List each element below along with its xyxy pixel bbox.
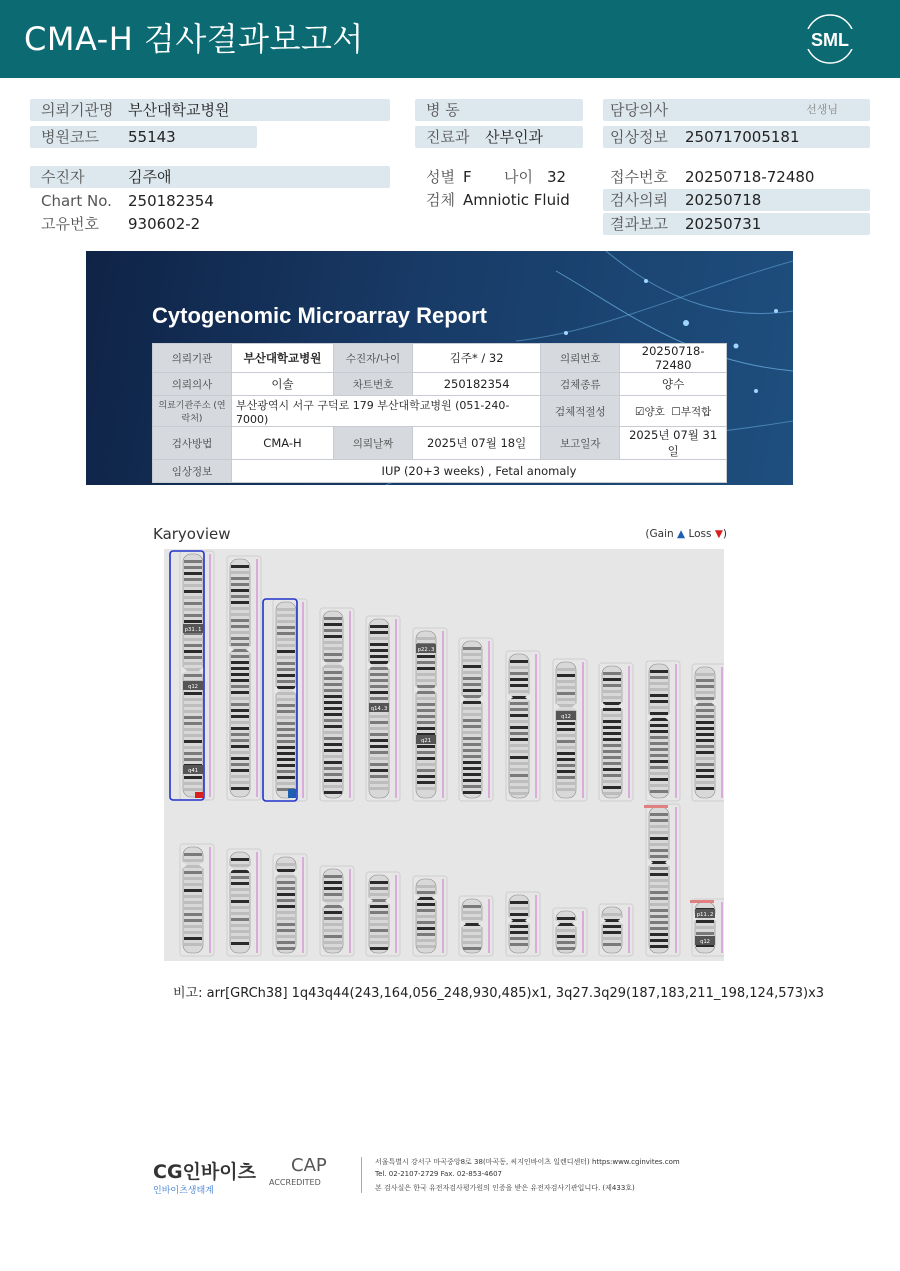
- chromosome-chr10: [599, 663, 633, 801]
- karyogram: [164, 549, 724, 961]
- table-row: 의료기관주소 (연락처) 부산광역시 서구 구덕로 179 부산대학교병원 (051-240-7000) 검체적절성 ☑양호 ☐부적합: [153, 396, 727, 427]
- chromosome-chr19: [459, 896, 493, 956]
- band-label: p31.1: [184, 627, 202, 633]
- sex-value: F: [463, 168, 472, 186]
- result-date: 20250731: [685, 215, 762, 233]
- chromosome-chr14: [227, 849, 261, 956]
- footer-tel: Tel. 02-2107-2729 Fax. 02-853-4607: [375, 1170, 503, 1178]
- band-label: q14.3: [370, 706, 388, 712]
- table-row: 임상정보 IUP (20+3 weeks) , Fetal anomaly: [153, 460, 727, 483]
- footer-certification: 본 검사실은 한국 유전자검사평가원의 인증을 받은 유전자검사기관입니다. (제433호): [375, 1184, 635, 1192]
- chart-field: Chart No. 250182354: [41, 192, 214, 210]
- ward-field: 병 동: [415, 99, 583, 121]
- remark-label: 비고:: [173, 986, 203, 1001]
- cg-invites-subtitle: 인바이츠생태계: [153, 1186, 214, 1196]
- department-value: 산부인과: [485, 128, 543, 146]
- chrX-tip-marker: [644, 805, 668, 808]
- sex-age-field: 성별 F 나이 32: [426, 168, 567, 186]
- id-field: 고유번호 930602-2: [41, 215, 201, 233]
- loss-triangle-icon: ▼: [714, 528, 723, 540]
- report-banner: [86, 251, 793, 485]
- footer-divider: [361, 1157, 362, 1193]
- band-label: q21: [421, 738, 431, 744]
- chromosome-chr7: [459, 638, 493, 801]
- chromosome-chr17: [366, 872, 400, 956]
- loss-marker: [195, 792, 203, 798]
- remark: [173, 982, 824, 1001]
- cap-accredited-logo: CAP ACCREDITED: [269, 1155, 327, 1187]
- band-label: q12: [188, 684, 198, 690]
- band-label: q12: [561, 714, 571, 720]
- chromosome-chrX: [646, 804, 680, 956]
- request-date: 20250718: [685, 191, 762, 209]
- doctor-field: 담당의사 선생님: [603, 99, 870, 121]
- chart-no: 250182354: [128, 192, 214, 210]
- gain-triangle-icon: ▲: [677, 528, 686, 540]
- chromosome-chr2: [227, 556, 261, 800]
- chromosome-chr3: [273, 599, 307, 801]
- chrY-tip-marker: [690, 900, 714, 903]
- band-label: q41: [188, 768, 198, 774]
- chromosome-chr4: [320, 608, 354, 801]
- remark-text: arr[GRCh38] 1q43q44(243,164,056_248,930,485)x1, 3q27.3q29(187,183,211_198,124,573)x3: [206, 986, 825, 1001]
- karyoview-section: [86, 497, 793, 1117]
- table-row: 의뢰기관 부산대학교병원 수진자/나이 김주* / 32 의뢰번호 20250718-72480: [153, 344, 727, 373]
- band-label: q12: [700, 939, 710, 945]
- sml-logo: [800, 12, 860, 66]
- reception-field: 접수번호 20250718-72480: [610, 168, 815, 186]
- chromosome-chr8: [506, 651, 540, 801]
- id-no: 930602-2: [128, 215, 201, 233]
- chromosome-chr16: [320, 866, 354, 956]
- result-field: 결과보고 20250731: [603, 213, 870, 235]
- banner-title: Cytogenomic Microarray Report: [152, 303, 487, 328]
- table-row: 검사방법 CMA-H 의뢰날짜 2025년 07월 18일 보고일자 2025년 07월 31일: [153, 427, 727, 460]
- institution-value: 부산대학교병원: [128, 101, 230, 119]
- age-value: 32: [547, 168, 567, 186]
- report-header: [0, 0, 900, 78]
- chromosome-chr20: [506, 892, 540, 956]
- chromosome-chr21: [553, 908, 587, 956]
- hospital-code-value: 55143: [128, 128, 176, 146]
- gain-loss-legend: (Gain ▲ Loss ▼): [645, 528, 727, 540]
- chromosome-chr12: [692, 664, 724, 801]
- chromosome-chr6: [413, 628, 447, 801]
- chromosome-chr18: [413, 876, 447, 956]
- svg-text:SML: SML: [811, 30, 849, 50]
- report-info-table: [152, 343, 727, 483]
- clinical-value: 250717005181: [685, 128, 800, 146]
- report-title: CMA-H 검사결과보고서: [24, 20, 364, 58]
- band-label: p11.2: [696, 912, 714, 918]
- chromosome-chr9: [553, 659, 587, 801]
- chromosome-chr13: [180, 844, 214, 956]
- karyoview-title: Karyoview: [153, 525, 231, 543]
- adequate-checkbox: ☑양호: [635, 405, 665, 418]
- institution-field: 의뢰기관명 부산대학교병원: [30, 99, 390, 121]
- inadequate-checkbox: ☐부적합: [671, 405, 712, 418]
- patient-field: 수진자 김주애: [30, 166, 390, 188]
- chromosome-chrY: [692, 899, 724, 956]
- chromosome-chr1: [180, 551, 214, 800]
- department-field: 진료과 산부인과: [415, 126, 583, 148]
- karyogram-panel: [164, 549, 724, 961]
- table-row: 의뢰의사 이솔 차트번호 250182354 검체종류 양수: [153, 373, 727, 396]
- cg-invites-logo: CG인바이츠: [153, 1161, 256, 1183]
- specimen-value: Amniotic Fluid: [463, 191, 570, 209]
- gain-marker: [288, 789, 296, 798]
- patient-name: 김주애: [128, 168, 172, 186]
- chromosome-chr15: [273, 854, 307, 956]
- specimen-field: 검체 Amniotic Fluid: [426, 191, 570, 209]
- footer: [153, 1153, 713, 1203]
- footer-address: 서울특별시 강서구 마곡중앙8로 38(마곡동, 씨지인바이츠 일렌디센터) https:www.cginvites.com: [375, 1158, 680, 1166]
- reception-no: 20250718-72480: [685, 168, 815, 186]
- request-field: 검사의뢰 20250718: [603, 189, 870, 211]
- hospital-code-field: 병원코드 55143: [30, 126, 257, 148]
- band-label: p22.3: [417, 647, 435, 653]
- clinical-field: 임상정보 250717005181: [603, 126, 870, 148]
- chromosome-chr11: [646, 661, 680, 801]
- chromosome-chr22: [599, 904, 633, 956]
